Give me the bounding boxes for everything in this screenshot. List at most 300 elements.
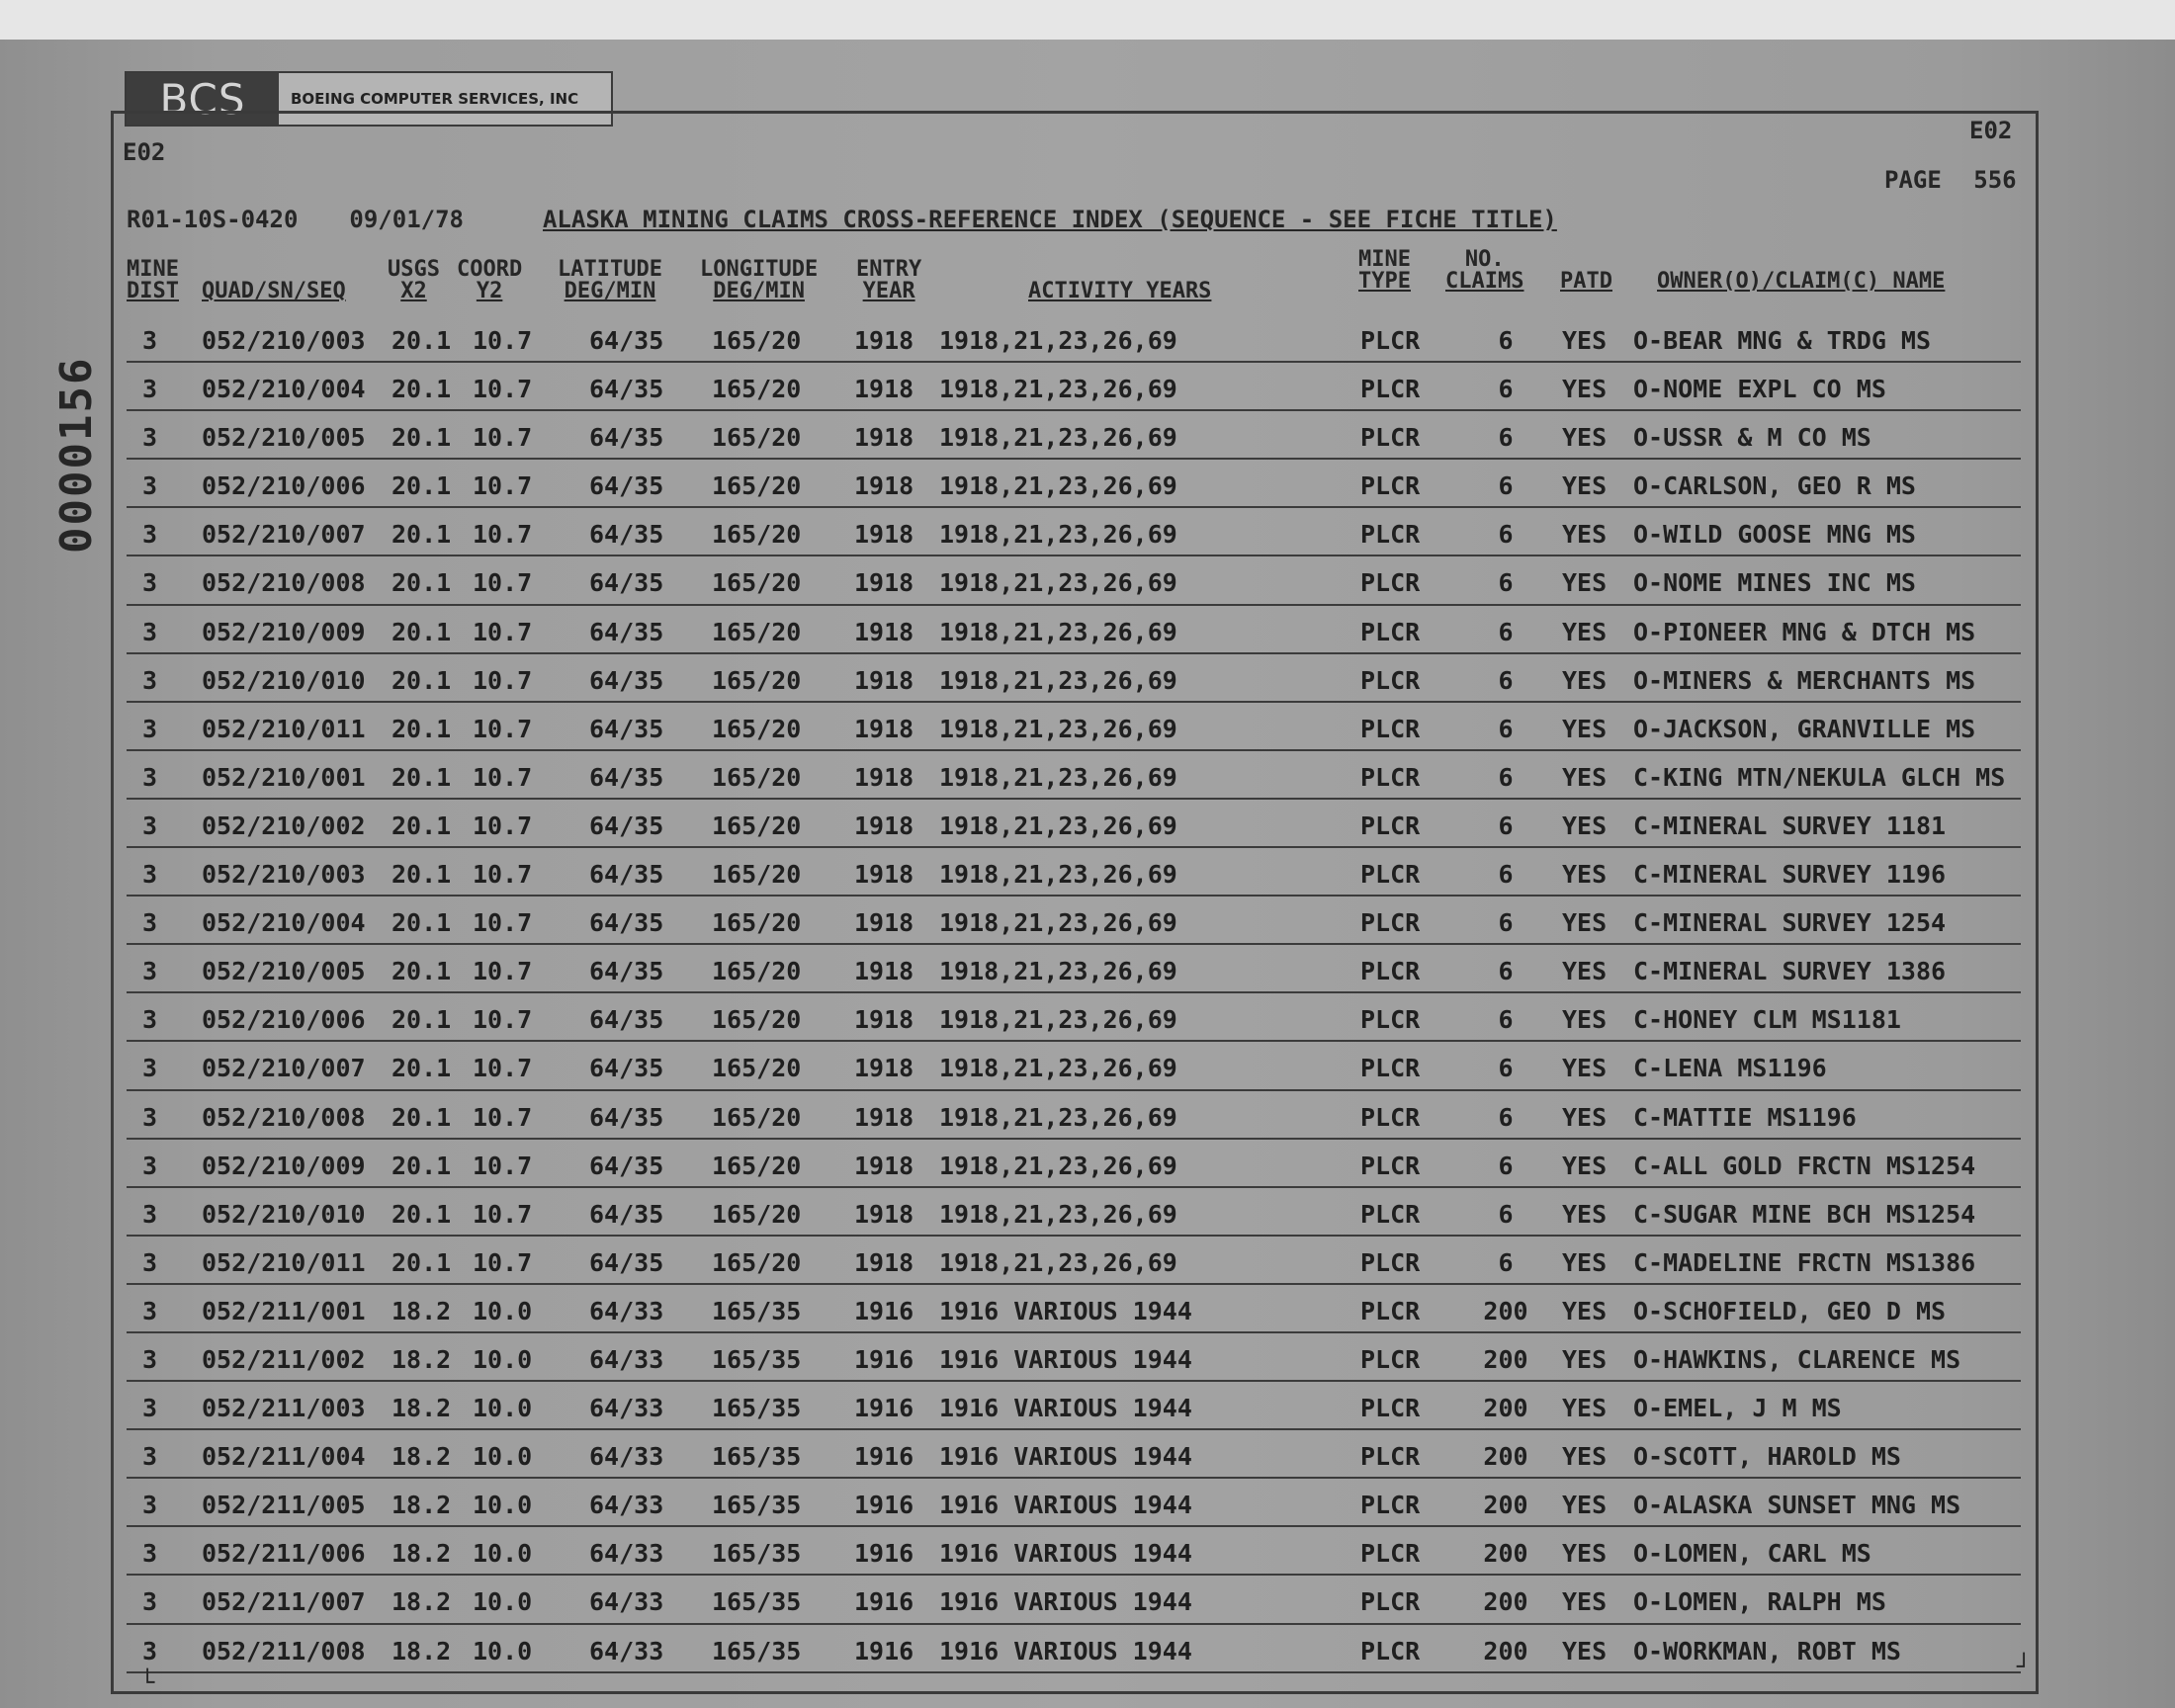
mine-dist-cell: 3 [142,1491,158,1520]
table-row [127,556,2021,605]
code-right: E02 [1969,117,2013,144]
table-row [127,848,2021,897]
entry-year-cell: 1918 [854,1151,914,1180]
col-entry-year-l1: ENTRY [856,257,922,282]
longitude-cell: 165/20 [712,1005,802,1035]
coord-y-cell: 10.0 [473,1296,533,1325]
patented-cell: YES [1562,1054,1608,1083]
patented-cell: YES [1562,1539,1608,1569]
usgs-x-cell: 20.1 [392,471,452,501]
table-row [127,800,2021,848]
claims-count-cell: 200 [1483,1394,1528,1423]
quad-seq-cell: 052/210/007 [202,520,366,550]
patented-cell: YES [1562,1005,1608,1035]
usgs-x-cell: 18.2 [392,1344,452,1374]
patented-cell: YES [1562,1102,1608,1132]
patented-cell: YES [1562,860,1608,890]
logo-mark: BCS [127,73,279,125]
coord-y-cell: 10.7 [473,520,533,550]
mine-dist-cell: 3 [142,1539,158,1569]
longitude-cell: 165/20 [712,471,802,501]
mine-dist-cell: 3 [142,908,158,938]
entry-year-cell: 1916 [854,1539,914,1569]
mine-type-cell: PLCR [1360,375,1421,404]
col-mine-dist-l1: MINE [127,257,179,282]
col-coord-y [457,259,522,302]
longitude-cell: 165/35 [712,1394,802,1423]
claims-count-cell: 200 [1483,1539,1528,1569]
usgs-x-cell: 18.2 [392,1491,452,1520]
activity-years-cell: 1918,21,23,26,69 [939,471,1177,501]
col-usgs-x-l1: USGS [388,257,440,282]
claims-table [127,314,2021,1673]
entry-year-cell: 1918 [854,326,914,355]
patented-cell: YES [1562,1151,1608,1180]
top-margin [0,0,2175,40]
mine-type-cell: PLCR [1360,568,1421,598]
table-row [127,1285,2021,1333]
owner-claim-cell: O-SCHOFIELD, GEO D MS [1633,1296,1947,1325]
owner-claim-cell: C-LENA MS1196 [1633,1054,1827,1083]
longitude-cell: 165/20 [712,1247,802,1277]
longitude-cell: 165/20 [712,1054,802,1083]
longitude-cell: 165/20 [712,326,802,355]
coord-y-cell: 10.7 [473,375,533,404]
latitude-cell: 64/35 [589,908,664,938]
entry-year-cell: 1918 [854,957,914,986]
latitude-cell: 64/35 [589,1054,664,1083]
table-row [127,1237,2021,1285]
coord-y-cell: 10.7 [473,1102,533,1132]
quad-seq-cell: 052/211/001 [202,1296,366,1325]
col-mine-type-l2: TYPE [1358,269,1411,294]
table-row [127,411,2021,460]
longitude-cell: 165/20 [712,1102,802,1132]
fiche-side-code: 0000156 [51,356,102,554]
longitude-cell: 165/20 [712,375,802,404]
quad-seq-cell: 052/211/005 [202,1491,366,1520]
col-usgs-x-l2: X2 [400,279,427,303]
mine-type-cell: PLCR [1360,762,1421,792]
longitude-cell: 165/20 [712,762,802,792]
mine-dist-cell: 3 [142,326,158,355]
owner-claim-cell: O-MINERS & MERCHANTS MS [1633,665,1976,695]
latitude-cell: 64/35 [589,520,664,550]
entry-year-cell: 1916 [854,1296,914,1325]
quad-seq-cell: 052/210/009 [202,1151,366,1180]
usgs-x-cell: 20.1 [392,762,452,792]
owner-claim-cell: O-EMEL, J M MS [1633,1394,1842,1423]
mine-type-cell: PLCR [1360,1151,1421,1180]
logo-company-name: BOEING COMPUTER SERVICES, INC [279,73,611,125]
col-patented-l2: PATD [1560,269,1612,294]
entry-year-cell: 1918 [854,1247,914,1277]
mine-dist-cell: 3 [142,1005,158,1035]
longitude-cell: 165/35 [712,1296,802,1325]
table-row [127,1527,2021,1576]
coord-y-cell: 10.0 [473,1394,533,1423]
col-owner-claim-l2: OWNER(O)/CLAIM(C) NAME [1657,269,1946,294]
table-row [127,1140,2021,1188]
entry-year-cell: 1918 [854,860,914,890]
table-row [127,945,2021,993]
coord-y-cell: 10.0 [473,1539,533,1569]
owner-claim-cell: C-KING MTN/NEKULA GLCH MS [1633,762,2006,792]
entry-year-cell: 1918 [854,1054,914,1083]
mine-dist-cell: 3 [142,762,158,792]
patented-cell: YES [1562,520,1608,550]
col-patented [1560,249,1612,293]
owner-claim-cell: O-PIONEER MNG & DTCH MS [1633,617,1976,646]
mine-type-cell: PLCR [1360,860,1421,890]
mine-dist-cell: 3 [142,568,158,598]
owner-claim-cell: C-MINERAL SURVEY 1196 [1633,860,1947,890]
entry-year-cell: 1916 [854,1491,914,1520]
quad-seq-cell: 052/210/010 [202,665,366,695]
entry-year-cell: 1918 [854,471,914,501]
activity-years-cell: 1918,21,23,26,69 [939,520,1177,550]
activity-years-cell: 1918,21,23,26,69 [939,762,1177,792]
latitude-cell: 64/35 [589,860,664,890]
owner-claim-cell: O-USSR & M CO MS [1633,423,1871,453]
patented-cell: YES [1562,908,1608,938]
entry-year-cell: 1918 [854,375,914,404]
owner-claim-cell: C-HONEY CLM MS1181 [1633,1005,1901,1035]
claims-count-cell: 6 [1498,957,1514,986]
claims-count-cell: 6 [1498,714,1514,743]
entry-year-cell: 1918 [854,617,914,646]
entry-year-cell: 1918 [854,1199,914,1229]
entry-year-cell: 1918 [854,568,914,598]
mine-type-cell: PLCR [1360,1199,1421,1229]
usgs-x-cell: 20.1 [392,714,452,743]
usgs-x-cell: 18.2 [392,1296,452,1325]
latitude-cell: 64/35 [589,568,664,598]
quad-seq-cell: 052/210/008 [202,568,366,598]
mine-type-cell: PLCR [1360,617,1421,646]
coord-y-cell: 10.7 [473,1054,533,1083]
owner-claim-cell: C-ALL GOLD FRCTN MS1254 [1633,1151,1976,1180]
latitude-cell: 64/33 [589,1587,664,1617]
longitude-cell: 165/35 [712,1344,802,1374]
claims-count-cell: 6 [1498,1005,1514,1035]
latitude-cell: 64/35 [589,375,664,404]
patented-cell: YES [1562,375,1608,404]
corner-mark-left: └ [140,1668,155,1696]
table-row [127,703,2021,751]
coord-y-cell: 10.0 [473,1587,533,1617]
latitude-cell: 64/35 [589,617,664,646]
longitude-cell: 165/20 [712,1151,802,1180]
coord-y-cell: 10.7 [473,762,533,792]
latitude-cell: 64/35 [589,1247,664,1277]
entry-year-cell: 1916 [854,1587,914,1617]
mine-dist-cell: 3 [142,1587,158,1617]
entry-year-cell: 1916 [854,1394,914,1423]
page-number: 556 [1973,166,2017,194]
longitude-cell: 165/20 [712,665,802,695]
longitude-cell: 165/20 [712,520,802,550]
col-mine-type [1358,249,1411,293]
claims-count-cell: 6 [1498,762,1514,792]
owner-claim-cell: O-WILD GOOSE MNG MS [1633,520,1916,550]
usgs-x-cell: 20.1 [392,1005,452,1035]
col-entry-year [856,259,921,302]
latitude-cell: 64/35 [589,1005,664,1035]
mine-type-cell: PLCR [1360,1491,1421,1520]
usgs-x-cell: 20.1 [392,1054,452,1083]
coord-y-cell: 10.7 [473,665,533,695]
mine-type-cell: PLCR [1360,1247,1421,1277]
longitude-cell: 165/35 [712,1587,802,1617]
latitude-cell: 64/35 [589,1151,664,1180]
col-mine-dist [127,259,179,302]
patented-cell: YES [1562,1199,1608,1229]
patented-cell: YES [1562,1587,1608,1617]
code-left: E02 [123,138,166,166]
claims-count-cell: 200 [1483,1636,1528,1665]
claims-count-cell: 6 [1498,1199,1514,1229]
table-row [127,1479,2021,1527]
mine-dist-cell: 3 [142,1636,158,1665]
claims-count-cell: 6 [1498,520,1514,550]
mine-type-cell: PLCR [1360,1102,1421,1132]
report-title: ALASKA MINING CLAIMS CROSS-REFERENCE INDEX (SEQUENCE - SEE FICHE TITLE) [542,206,1557,233]
activity-years-cell: 1918,21,23,26,69 [939,1054,1177,1083]
entry-year-cell: 1916 [854,1344,914,1374]
activity-years-cell: 1918,21,23,26,69 [939,1199,1177,1229]
quad-seq-cell: 052/211/003 [202,1394,366,1423]
mine-dist-cell: 3 [142,1054,158,1083]
mine-type-cell: PLCR [1360,665,1421,695]
claims-count-cell: 6 [1498,908,1514,938]
mine-type-cell: PLCR [1360,471,1421,501]
activity-years-cell: 1918,21,23,26,69 [939,375,1177,404]
latitude-cell: 64/33 [589,1539,664,1569]
table-row [127,460,2021,508]
claims-count-cell: 6 [1498,375,1514,404]
quad-seq-cell: 052/210/008 [202,1102,366,1132]
longitude-cell: 165/35 [712,1539,802,1569]
mine-dist-cell: 3 [142,520,158,550]
coord-y-cell: 10.7 [473,423,533,453]
owner-claim-cell: C-MINERAL SURVEY 1386 [1633,957,1947,986]
longitude-cell: 165/35 [712,1636,802,1665]
patented-cell: YES [1562,1344,1608,1374]
mine-type-cell: PLCR [1360,957,1421,986]
latitude-cell: 64/35 [589,762,664,792]
activity-years-cell: 1918,21,23,26,69 [939,908,1177,938]
table-row [127,654,2021,703]
mine-type-cell: PLCR [1360,520,1421,550]
owner-claim-cell: O-LOMEN, RALPH MS [1633,1587,1886,1617]
col-coord-y-l2: Y2 [476,279,503,303]
owner-claim-cell: C-MINERAL SURVEY 1181 [1633,811,1947,840]
claims-count-cell: 6 [1498,617,1514,646]
quad-seq-cell: 052/210/004 [202,908,366,938]
table-row [127,606,2021,654]
col-longitude-l2: DEG/MIN [713,279,805,303]
quad-seq-cell: 052/210/007 [202,1054,366,1083]
latitude-cell: 64/33 [589,1296,664,1325]
coord-y-cell: 10.7 [473,1005,533,1035]
activity-years-cell: 1918,21,23,26,69 [939,811,1177,840]
latitude-cell: 64/35 [589,714,664,743]
owner-claim-cell: O-NOME MINES INC MS [1633,568,1916,598]
quad-seq-cell: 052/210/005 [202,957,366,986]
mine-dist-cell: 3 [142,957,158,986]
col-mine-type-l1: MINE [1358,247,1411,272]
mine-type-cell: PLCR [1360,908,1421,938]
coord-y-cell: 10.0 [473,1344,533,1374]
patented-cell: YES [1562,1442,1608,1472]
table-row [127,1625,2021,1673]
longitude-cell: 165/20 [712,423,802,453]
usgs-x-cell: 18.2 [392,1587,452,1617]
col-claims-l2: CLAIMS [1445,269,1524,294]
patented-cell: YES [1562,1296,1608,1325]
mine-dist-cell: 3 [142,1199,158,1229]
usgs-x-cell: 18.2 [392,1442,452,1472]
usgs-x-cell: 20.1 [392,1151,452,1180]
col-activity-l2: ACTIVITY YEARS [1028,279,1212,303]
col-mine-dist-l2: DIST [127,279,179,303]
latitude-cell: 64/33 [589,1394,664,1423]
patented-cell: YES [1562,1636,1608,1665]
usgs-x-cell: 20.1 [392,326,452,355]
col-claims [1445,249,1523,293]
activity-years-cell: 1916 VARIOUS 1944 [939,1296,1192,1325]
claims-count-cell: 6 [1498,860,1514,890]
latitude-cell: 64/33 [589,1442,664,1472]
owner-claim-cell: O-SCOTT, HAROLD MS [1633,1442,1901,1472]
usgs-x-cell: 20.1 [392,1102,452,1132]
quad-seq-cell: 052/210/006 [202,1005,366,1035]
mine-dist-cell: 3 [142,714,158,743]
usgs-x-cell: 20.1 [392,811,452,840]
coord-y-cell: 10.7 [473,1151,533,1180]
latitude-cell: 64/35 [589,811,664,840]
page-label-text: PAGE [1884,166,1942,194]
patented-cell: YES [1562,326,1608,355]
mine-type-cell: PLCR [1360,326,1421,355]
claims-count-cell: 200 [1483,1442,1528,1472]
mine-dist-cell: 3 [142,665,158,695]
coord-y-cell: 10.0 [473,1442,533,1472]
entry-year-cell: 1918 [854,714,914,743]
quad-seq-cell: 052/210/006 [202,471,366,501]
latitude-cell: 64/35 [589,326,664,355]
latitude-cell: 64/35 [589,1199,664,1229]
mine-dist-cell: 3 [142,1247,158,1277]
coord-y-cell: 10.7 [473,326,533,355]
entry-year-cell: 1916 [854,1442,914,1472]
table-row [127,508,2021,556]
mine-type-cell: PLCR [1360,714,1421,743]
patented-cell: YES [1562,423,1608,453]
longitude-cell: 165/20 [712,957,802,986]
owner-claim-cell: C-SUGAR MINE BCH MS1254 [1633,1199,1976,1229]
entry-year-cell: 1918 [854,908,914,938]
table-row [127,1576,2021,1624]
col-entry-year-l2: YEAR [862,279,915,303]
col-coord-y-l1: COORD [457,257,523,282]
mine-type-cell: PLCR [1360,1587,1421,1617]
claims-count-cell: 6 [1498,811,1514,840]
entry-year-cell: 1918 [854,762,914,792]
mine-type-cell: PLCR [1360,1344,1421,1374]
mine-type-cell: PLCR [1360,1539,1421,1569]
activity-years-cell: 1918,21,23,26,69 [939,568,1177,598]
quad-seq-cell: 052/210/002 [202,811,366,840]
claims-count-cell: 6 [1498,1151,1514,1180]
coord-y-cell: 10.7 [473,714,533,743]
activity-years-cell: 1918,21,23,26,69 [939,326,1177,355]
latitude-cell: 64/33 [589,1636,664,1665]
patented-cell: YES [1562,665,1608,695]
patented-cell: YES [1562,617,1608,646]
mine-dist-cell: 3 [142,471,158,501]
activity-years-cell: 1918,21,23,26,69 [939,1102,1177,1132]
mine-type-cell: PLCR [1360,1054,1421,1083]
coord-y-cell: 10.7 [473,617,533,646]
latitude-cell: 64/35 [589,957,664,986]
patented-cell: YES [1562,714,1608,743]
usgs-x-cell: 20.1 [392,520,452,550]
mine-type-cell: PLCR [1360,1636,1421,1665]
activity-years-cell: 1918,21,23,26,69 [939,1005,1177,1035]
coord-y-cell: 10.0 [473,1491,533,1520]
entry-year-cell: 1918 [854,520,914,550]
activity-years-cell: 1918,21,23,26,69 [939,1151,1177,1180]
claims-count-cell: 200 [1483,1587,1528,1617]
longitude-cell: 165/20 [712,811,802,840]
patented-cell: YES [1562,471,1608,501]
table-row [127,1091,2021,1140]
owner-claim-cell: O-JACKSON, GRANVILLE MS [1633,714,1976,743]
patented-cell: YES [1562,1247,1608,1277]
usgs-x-cell: 20.1 [392,957,452,986]
usgs-x-cell: 18.2 [392,1539,452,1569]
coord-y-cell: 10.7 [473,908,533,938]
latitude-cell: 64/33 [589,1491,664,1520]
page-label [1884,166,2017,194]
usgs-x-cell: 20.1 [392,375,452,404]
quad-seq-cell: 052/210/011 [202,1247,366,1277]
claims-count-cell: 6 [1498,423,1514,453]
latitude-cell: 64/35 [589,423,664,453]
longitude-cell: 165/20 [712,714,802,743]
owner-claim-cell: O-ALASKA SUNSET MNG MS [1633,1491,1961,1520]
activity-years-cell: 1918,21,23,26,69 [939,957,1177,986]
col-longitude-l1: LONGITUDE [700,257,819,282]
owner-claim-cell: O-WORKMAN, ROBT MS [1633,1636,1901,1665]
usgs-x-cell: 20.1 [392,1199,452,1229]
owner-claim-cell: O-BEAR MNG & TRDG MS [1633,326,1932,355]
report-id: R01-10S-0420 [127,206,299,233]
quad-seq-cell: 052/211/006 [202,1539,366,1569]
activity-years-cell: 1916 VARIOUS 1944 [939,1394,1192,1423]
activity-years-cell: 1916 VARIOUS 1944 [939,1344,1192,1374]
entry-year-cell: 1918 [854,423,914,453]
mine-dist-cell: 3 [142,375,158,404]
claims-count-cell: 6 [1498,665,1514,695]
quad-seq-cell: 052/210/009 [202,617,366,646]
mine-dist-cell: 3 [142,1102,158,1132]
col-owner-claim [1657,249,1945,293]
quad-seq-cell: 052/211/008 [202,1636,366,1665]
patented-cell: YES [1562,1491,1608,1520]
